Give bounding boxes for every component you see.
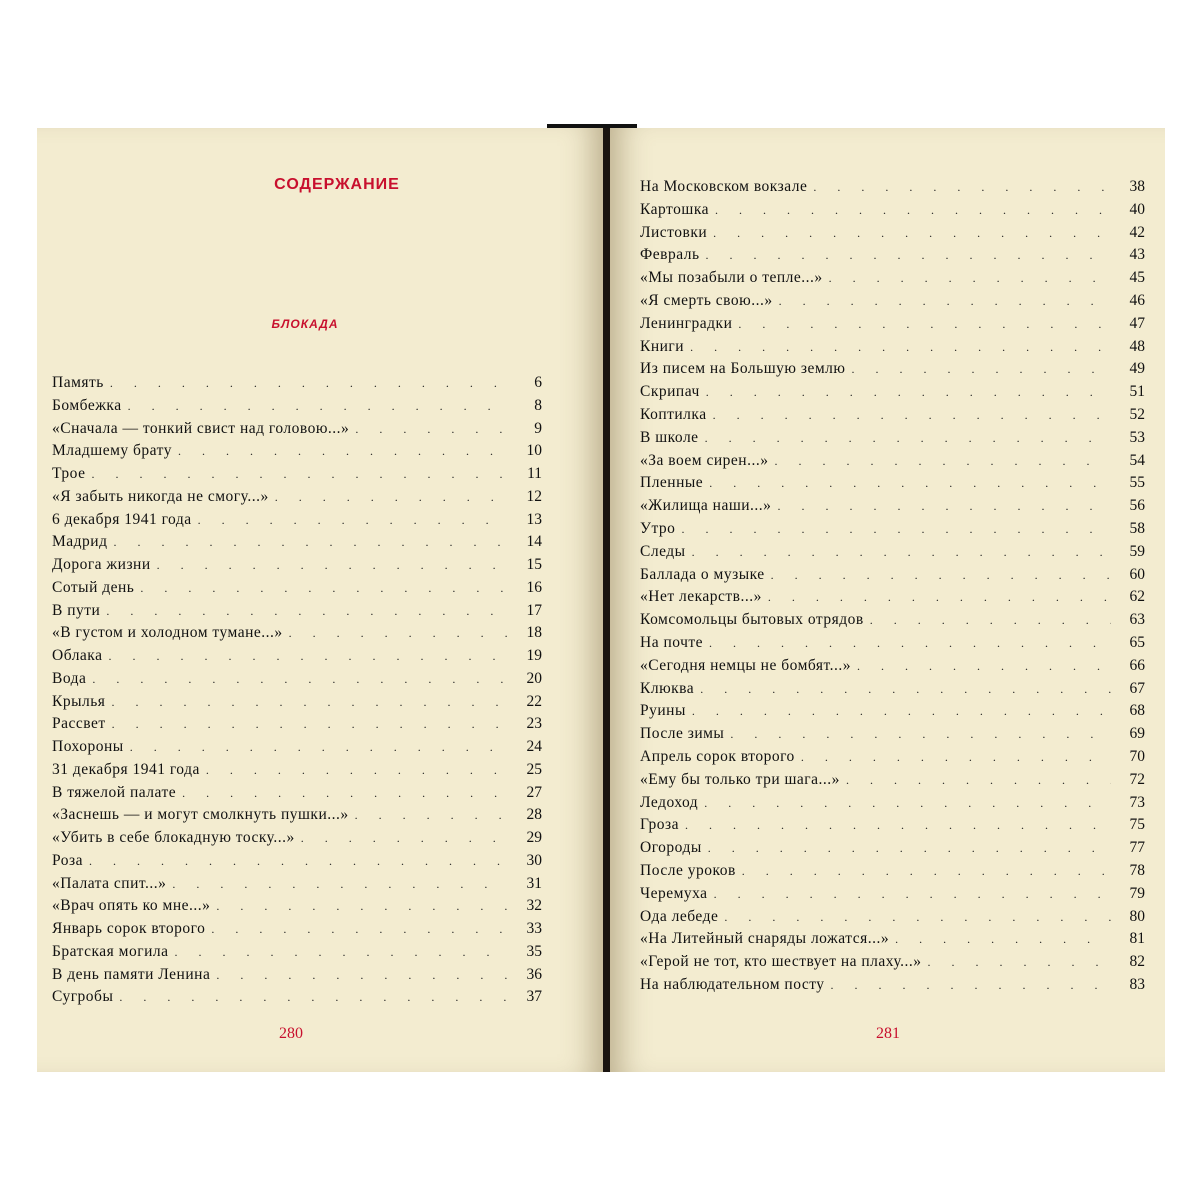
toc-entry-title: Сотый день: [52, 578, 135, 596]
toc-entry-title: «Нет лекарств...»: [640, 588, 762, 606]
toc-entry-title: Дорога жизни: [52, 556, 151, 573]
toc-entry-page: 53: [1129, 428, 1145, 446]
dot-leader: [801, 750, 1111, 765]
dot-leader: [777, 499, 1111, 514]
toc-entry-page: 14: [526, 533, 542, 551]
toc-entry-page: 46: [1129, 291, 1145, 309]
toc-entry: [52, 988, 542, 1011]
toc-entry: [52, 647, 542, 670]
toc-entry: [640, 292, 1145, 315]
dot-leader: [174, 945, 508, 960]
toc-entry: [52, 602, 542, 625]
toc-entry-title: В тяжелой палате: [52, 783, 177, 801]
toc-entry-page: 31: [526, 874, 542, 892]
right-page: [610, 128, 1165, 1072]
toc-entry-title: Вода: [52, 669, 87, 687]
toc-entry-page: 54: [1129, 451, 1145, 469]
toc-entry: [640, 771, 1145, 794]
toc-entry: [52, 397, 542, 420]
toc-entry-title: Апрель сорок второго: [640, 747, 795, 765]
dot-leader: [700, 682, 1111, 697]
dot-leader: [301, 831, 508, 846]
toc-entry-title: Мадрид: [52, 533, 108, 551]
toc-list-left: [52, 374, 542, 1011]
dot-leader: [724, 910, 1111, 925]
page-number-right: 281: [876, 1025, 900, 1042]
toc-entry: [52, 579, 542, 602]
toc-entry-page: 33: [526, 920, 542, 937]
toc-entry: [640, 224, 1145, 247]
toc-entry-page: 70: [1129, 747, 1145, 765]
dot-leader: [771, 568, 1111, 583]
toc-entry: [640, 611, 1145, 634]
dot-leader: [289, 626, 508, 641]
toc-entry: [640, 520, 1145, 543]
toc-entry-title: Бомбежка: [52, 396, 122, 414]
toc-entry-title: В пути: [52, 601, 101, 619]
toc-entry-title: «На Литейный снаряды ложатся...»: [640, 930, 890, 948]
toc-entry: [640, 680, 1145, 703]
toc-entry-page: 68: [1129, 702, 1145, 720]
toc-entry-title: Январь сорок второго: [52, 920, 206, 937]
toc-entry-title: Братская могила: [52, 942, 169, 960]
toc-entry-page: 43: [1129, 246, 1145, 264]
dot-leader: [355, 422, 508, 437]
toc-entry: [640, 725, 1145, 748]
toc-entry-title: После уроков: [640, 861, 736, 879]
toc-entry-title: В день памяти Ленина: [52, 965, 211, 983]
dot-leader: [198, 513, 508, 528]
dot-leader: [829, 271, 1111, 286]
toc-entry: [52, 533, 542, 556]
toc-entry-title: Комсомольцы бытовых отрядов: [640, 611, 864, 629]
dot-leader: [206, 763, 508, 778]
toc-entry: [52, 715, 542, 738]
toc-entry-page: 59: [1129, 542, 1145, 560]
dot-leader: [706, 385, 1111, 400]
toc-entry-page: 32: [526, 897, 542, 915]
toc-entry-title: «Я смерть свою...»: [640, 291, 773, 309]
toc-entry-page: 52: [1129, 405, 1145, 423]
toc-entry: [640, 976, 1145, 999]
toc-entry: [640, 178, 1145, 201]
toc-entry: [52, 670, 542, 693]
toc-entry-page: 66: [1129, 656, 1145, 674]
toc-entry: [640, 953, 1145, 976]
toc-entry-page: 35: [526, 942, 542, 960]
dot-leader: [113, 535, 508, 550]
toc-entry: [640, 908, 1145, 931]
toc-entry-page: 8: [534, 396, 542, 414]
toc-entry-title: Руины: [640, 702, 686, 720]
left-page: [37, 128, 603, 1072]
toc-entry: [640, 383, 1145, 406]
dot-leader: [216, 899, 508, 914]
page-number-left: 280: [279, 1025, 303, 1042]
toc-entry: [640, 246, 1145, 269]
dot-leader: [692, 704, 1111, 719]
toc-entry-title: На почте: [640, 633, 704, 651]
dot-leader: [709, 476, 1111, 491]
toc-entry: [640, 360, 1145, 383]
toc-entry-title: На Московском вокзале: [640, 178, 808, 195]
toc-list-right: [640, 178, 1145, 999]
toc-entry-title: «Я забыть никогда не смогу...»: [52, 487, 269, 505]
toc-entry-page: 62: [1129, 588, 1145, 606]
toc-entry-title: 6 декабря 1941 года: [52, 510, 192, 528]
toc-entry-title: Трое: [52, 465, 86, 482]
section-heading: БЛОКАДА: [271, 317, 339, 331]
toc-entry-title: Из писем на Большую землю: [640, 360, 846, 378]
dot-leader: [857, 659, 1111, 674]
toc-entry-title: Картошка: [640, 200, 709, 218]
toc-entry-title: Февраль: [640, 246, 700, 264]
dot-leader: [705, 431, 1111, 446]
toc-entry: [640, 315, 1145, 338]
toc-entry: [52, 420, 542, 443]
toc-entry-page: 56: [1129, 497, 1145, 515]
toc-entry-title: Крылья: [52, 692, 106, 710]
toc-entry-page: 27: [526, 783, 542, 801]
toc-entry-page: 28: [526, 806, 542, 824]
dot-leader: [714, 887, 1111, 902]
toc-entry-page: 16: [526, 578, 542, 596]
toc-entry-page: 80: [1129, 907, 1145, 925]
toc-entry: [640, 702, 1145, 725]
dot-leader: [119, 990, 508, 1005]
toc-entry: [52, 488, 542, 511]
dot-leader: [355, 808, 508, 823]
toc-entry-title: Рассвет: [52, 715, 106, 733]
toc-entry-title: «Жилища наши...»: [640, 497, 772, 515]
toc-entry-title: Роза: [52, 851, 83, 869]
toc-entry: [52, 465, 542, 488]
toc-entry-page: 58: [1129, 519, 1145, 537]
toc-entry: [52, 806, 542, 829]
dot-leader: [895, 932, 1111, 947]
toc-entry-title: «Убить в себе блокадную тоску...»: [52, 829, 295, 846]
toc-entry-title: Баллада о музыке: [640, 565, 765, 583]
toc-entry: [640, 543, 1145, 566]
dot-leader: [709, 636, 1111, 651]
book-gutter: [603, 128, 610, 1072]
toc-entry-title: «За воем сирен...»: [640, 451, 769, 469]
toc-entry-title: Гроза: [640, 816, 679, 834]
toc-entry: [52, 966, 542, 989]
toc-entry-title: Память: [52, 374, 104, 391]
toc-entry-title: «Мы позабыли о тепле...»: [640, 269, 823, 287]
contents-heading: СОДЕРЖАНИЕ: [274, 176, 400, 193]
toc-entry: [640, 338, 1145, 361]
toc-entry-title: Следы: [640, 542, 686, 560]
dot-leader: [211, 922, 508, 937]
dot-leader: [685, 818, 1111, 833]
toc-entry: [640, 566, 1145, 589]
toc-entry: [640, 862, 1145, 885]
toc-entry: [640, 748, 1145, 771]
dot-leader: [928, 955, 1111, 970]
dot-leader: [768, 590, 1111, 605]
toc-entry-page: 67: [1129, 679, 1145, 697]
toc-entry-page: 25: [526, 760, 542, 778]
toc-entry: [52, 897, 542, 920]
dot-leader: [182, 786, 508, 801]
dot-leader: [108, 649, 508, 664]
toc-entry: [52, 442, 542, 465]
toc-entry-title: Облака: [52, 647, 103, 664]
toc-entry-page: 38: [1129, 178, 1145, 195]
toc-entry: [52, 920, 542, 943]
toc-entry-page: 78: [1129, 861, 1145, 879]
toc-entry-page: 37: [526, 988, 542, 1006]
toc-entry-title: После зимы: [640, 725, 725, 743]
toc-entry-page: 12: [526, 487, 542, 505]
dot-leader: [172, 877, 508, 892]
dot-leader: [111, 695, 508, 710]
toc-entry-page: 49: [1129, 360, 1145, 378]
book-spread: [37, 128, 1165, 1072]
dot-leader: [178, 444, 508, 459]
dot-leader: [112, 717, 508, 732]
toc-entry-page: 29: [526, 829, 542, 846]
toc-entry-title: Ледоход: [640, 793, 699, 811]
toc-entry-page: 24: [526, 738, 542, 755]
dot-leader: [704, 796, 1111, 811]
toc-entry-page: 48: [1129, 337, 1145, 355]
toc-entry-title: «В густом и холодном тумане...»: [52, 624, 283, 642]
toc-entry-page: 81: [1129, 930, 1145, 948]
toc-entry-title: Похороны: [52, 738, 124, 755]
toc-entry-page: 22: [526, 692, 542, 710]
toc-entry: [640, 885, 1145, 908]
toc-entry: [52, 875, 542, 898]
toc-entry-page: 11: [527, 465, 542, 482]
toc-entry-title: «Ему бы только три шага...»: [640, 770, 840, 788]
dot-leader: [91, 467, 508, 482]
toc-entry-page: 73: [1129, 793, 1145, 811]
dot-leader: [692, 545, 1111, 560]
toc-entry-title: Скрипач: [640, 383, 700, 401]
toc-entry-title: 31 декабря 1941 года: [52, 760, 200, 778]
toc-entry-page: 15: [526, 556, 542, 573]
toc-entry-title: Клюква: [640, 679, 695, 697]
toc-entry-title: Книги: [640, 337, 685, 355]
toc-entry-page: 72: [1129, 770, 1145, 788]
toc-entry: [640, 794, 1145, 817]
dot-leader: [106, 604, 508, 619]
toc-entry: [52, 761, 542, 784]
toc-entry-title: «Сначала — тонкий свист над головою...»: [52, 419, 350, 437]
toc-entry-title: Огороды: [640, 839, 702, 857]
dot-leader: [92, 672, 508, 687]
toc-entry: [640, 930, 1145, 953]
dot-leader: [110, 376, 508, 391]
toc-entry-page: 47: [1129, 314, 1145, 332]
toc-entry-title: «Врач опять ко мне...»: [52, 897, 211, 915]
toc-entry-title: Ода лебеде: [640, 907, 719, 925]
toc-entry-page: 69: [1129, 725, 1145, 743]
dot-leader: [831, 978, 1111, 993]
toc-entry: [52, 852, 542, 875]
dot-leader: [870, 613, 1111, 628]
dot-leader: [738, 317, 1111, 332]
toc-entry: [52, 556, 542, 579]
toc-entry: [640, 406, 1145, 429]
dot-leader: [774, 454, 1111, 469]
toc-entry-page: 75: [1129, 816, 1145, 834]
toc-entry-title: В школе: [640, 428, 699, 446]
toc-entry-page: 83: [1129, 975, 1145, 993]
toc-entry-title: Сугробы: [52, 988, 114, 1006]
toc-entry-page: 36: [526, 965, 542, 983]
toc-entry-page: 19: [526, 647, 542, 664]
dot-leader: [730, 727, 1111, 742]
toc-entry: [640, 201, 1145, 224]
dot-leader: [690, 340, 1111, 355]
toc-entry-page: 6: [534, 374, 542, 391]
toc-entry-page: 40: [1129, 200, 1145, 218]
dot-leader: [742, 864, 1111, 879]
toc-entry-page: 17: [526, 601, 542, 619]
toc-entry: [640, 452, 1145, 475]
toc-entry-page: 13: [526, 510, 542, 528]
toc-entry-page: 60: [1129, 565, 1145, 583]
toc-entry: [52, 784, 542, 807]
toc-entry: [52, 693, 542, 716]
toc-entry: [640, 497, 1145, 520]
dot-leader: [715, 203, 1111, 218]
toc-entry: [52, 374, 542, 397]
dot-leader: [708, 841, 1111, 856]
toc-entry: [640, 474, 1145, 497]
toc-entry: [640, 269, 1145, 292]
toc-entry-page: 20: [526, 669, 542, 687]
dot-leader: [275, 490, 508, 505]
toc-entry-page: 23: [526, 715, 542, 733]
toc-entry-page: 82: [1129, 953, 1145, 971]
toc-entry-title: «Заснешь — и могут смолкнуть пушки...»: [52, 806, 349, 824]
dot-leader: [681, 522, 1111, 537]
dot-leader: [851, 362, 1111, 377]
toc-entry-page: 42: [1129, 223, 1145, 241]
toc-entry-title: «Палата спит...»: [52, 874, 167, 892]
dot-leader: [89, 854, 508, 869]
dot-leader: [713, 226, 1111, 241]
dot-leader: [779, 294, 1111, 309]
toc-entry-page: 63: [1129, 611, 1145, 629]
toc-entry-page: 9: [534, 419, 542, 437]
toc-entry-title: Листовки: [640, 223, 708, 241]
toc-entry-title: Черемуха: [640, 884, 708, 902]
toc-entry: [640, 839, 1145, 862]
dot-leader: [157, 558, 508, 573]
toc-entry-title: Коптилка: [640, 405, 707, 423]
toc-entry-page: 18: [526, 624, 542, 642]
toc-entry: [640, 588, 1145, 611]
toc-entry-title: Пленные: [640, 474, 704, 492]
dot-leader: [140, 581, 508, 596]
dot-leader: [706, 248, 1111, 263]
toc-entry-title: Младшему брату: [52, 442, 172, 460]
toc-entry-page: 65: [1129, 633, 1145, 651]
toc-entry-page: 30: [526, 851, 542, 869]
toc-entry-page: 55: [1129, 474, 1145, 492]
toc-entry-title: Ленинградки: [640, 314, 733, 332]
dot-leader: [128, 399, 508, 414]
dot-leader: [130, 740, 508, 755]
toc-entry: [640, 429, 1145, 452]
dot-leader: [216, 968, 508, 983]
toc-entry: [52, 511, 542, 534]
toc-entry: [52, 829, 542, 852]
toc-entry: [52, 624, 542, 647]
toc-entry-page: 51: [1129, 383, 1145, 401]
toc-entry-page: 79: [1129, 884, 1145, 902]
toc-entry-title: Утро: [640, 519, 676, 537]
toc-entry-title: «Герой не тот, кто шествует на плаху...»: [640, 953, 922, 971]
toc-entry-page: 10: [526, 442, 542, 460]
toc-entry: [640, 657, 1145, 680]
toc-entry-page: 45: [1129, 269, 1145, 287]
toc-entry-page: 77: [1129, 839, 1145, 857]
toc-entry: [640, 634, 1145, 657]
dot-leader: [713, 408, 1111, 423]
toc-entry-title: На наблюдательном посту: [640, 975, 825, 993]
dot-leader: [846, 773, 1111, 788]
toc-entry: [52, 738, 542, 761]
toc-entry: [52, 943, 542, 966]
dot-leader: [813, 180, 1111, 195]
toc-entry: [640, 816, 1145, 839]
toc-entry-title: «Сегодня немцы не бомбят...»: [640, 656, 851, 674]
